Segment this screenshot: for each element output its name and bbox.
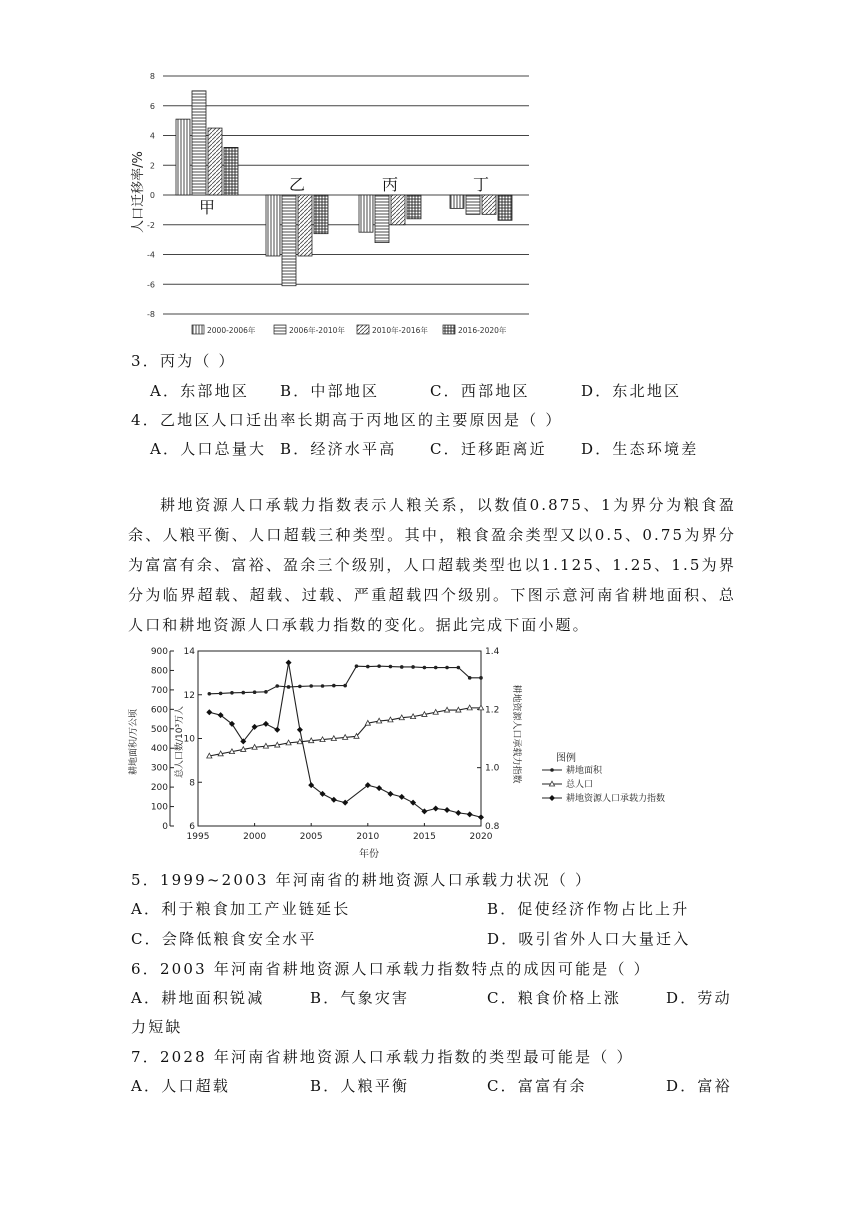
chart2-point-cultivated [219, 692, 223, 696]
chart2-point-cultivated [287, 685, 291, 689]
chart1-bar [282, 195, 296, 286]
q4-stem: 4．乙地区人口迁出率长期高于丙地区的主要原因是（ ） [131, 411, 563, 429]
chart2-x-tick-label: 2005 [299, 832, 323, 842]
chart2-point-cultivated [208, 692, 212, 696]
chart1-bar [391, 195, 405, 225]
chart2-point-cultivated [377, 664, 381, 668]
chart1-group-label: 甲 [198, 198, 216, 217]
chart2-point-index [444, 807, 450, 813]
chart2-point-index [478, 814, 484, 820]
chart2-right-tick-label: 1.4 [485, 647, 500, 657]
q6-stem: 6．2003 年河南省耕地资源人口承载力指数特点的成因可能是（ ） [131, 960, 651, 978]
q6-option-d-wrap: 力短缺 [131, 1018, 183, 1036]
q6-option-a[interactable]: A．耕地面积锐减 [131, 989, 265, 1007]
chart2-legend-label: 耕地资源人口承载力指数 [566, 794, 666, 804]
chart1-bar [298, 195, 312, 256]
chart2-point-index [263, 721, 269, 727]
chart2-point-cultivated [253, 690, 257, 694]
chart1-group-label: 乙 [288, 175, 306, 194]
chart2-point-cultivated [343, 684, 347, 688]
chart2-left1-tick-label: 700 [150, 685, 168, 696]
chart1-ytick-label: 6 [149, 101, 155, 111]
chart2-point-index [455, 810, 461, 816]
chart2-point-cultivated [355, 664, 359, 668]
q6-option-d[interactable]: D．劳动 [666, 989, 732, 1007]
chart2-point-index [433, 806, 439, 812]
chart1-ytick-label: -6 [147, 280, 155, 290]
chart2-left1-tick-label: 300 [150, 763, 168, 774]
chart1-legend-swatch [192, 325, 204, 334]
chart2-left1-tick-label: 600 [150, 705, 168, 716]
chart2-point-cultivated [366, 665, 370, 669]
chart2-point-index [331, 797, 337, 803]
chart1-bar [314, 195, 328, 234]
chart2-right-tick-label: 1.2 [485, 705, 500, 716]
chart1-legend-label: 2006年-2010年 [289, 326, 345, 335]
chart2-point-index [206, 709, 212, 715]
q6-option-c[interactable]: C．粮食价格上涨 [487, 989, 622, 1007]
chart2-legend-title: 图例 [556, 753, 576, 764]
q5-option-d[interactable]: D．吸引省外人口大量迁入 [487, 930, 691, 948]
q3-option-a[interactable]: A．东部地区 [150, 382, 250, 400]
chart2-xlabel: 年份 [359, 849, 379, 860]
chart2-ylabel-left1: 耕地面积/万公顷 [129, 708, 139, 776]
chart2-ylabel-right: 耕地资源人口承载力指数 [511, 684, 521, 784]
chart2-point-index [467, 811, 473, 817]
q5-option-b[interactable]: B．促使经济作物占比上升 [487, 900, 690, 918]
q3-stem: 3．丙为（ ） [131, 352, 236, 370]
chart2-x-tick-label: 2010 [356, 832, 380, 842]
chart2-legend-label: 耕地面积 [566, 766, 603, 776]
chart2-point-cultivated [445, 666, 449, 670]
chart2-left1-tick-label: 0 [162, 822, 168, 832]
chart2-left1-tick-label: 200 [150, 783, 168, 794]
chart2-point-cultivated [457, 666, 461, 670]
passage-text: 耕地资源人口承载力指数表示人粮关系，以数值0.875、1为界分为粮食盈余、人粮平衡、人口超载三种类型。其中，粮食盈余类型又以0.5、0.75为界分为富富有余、富裕、盈余三个级别，人口超载类型也以1.125、1.25、1.5为界分为临界超载、超载、过载、严重超载四个级别。下图示意河南省耕地面积、总人口和耕地资源人口承载力指数的变化。据此完成下面小题。 [128, 496, 736, 634]
chart2-point-cultivated [309, 684, 313, 688]
chart1-legend-swatch [274, 325, 286, 334]
chart2-point-cultivated [434, 666, 438, 670]
q4-option-c[interactable]: C．迁移距离近 [430, 440, 547, 458]
chart2-point-index [399, 794, 405, 800]
chart1-bar [208, 128, 222, 195]
q6-option-b[interactable]: B．气象灾害 [310, 989, 410, 1007]
chart1-bar [482, 195, 496, 214]
chart1-ytick-label: -4 [147, 250, 155, 260]
chart2-x-tick-label: 1995 [186, 832, 210, 842]
q5-option-c[interactable]: C．会降低粮食安全水平 [131, 930, 317, 948]
chart2-left1-tick-label: 400 [150, 744, 168, 755]
chart2-point-cultivated [423, 666, 427, 670]
chart1-ytick-label: -2 [147, 220, 155, 230]
chart1-ytick-label: 4 [149, 131, 155, 141]
q5-option-a[interactable]: A．利于粮食加工产业链延长 [131, 900, 351, 918]
chart1-legend-swatch [357, 325, 369, 334]
chart2-left2-tick-label: 14 [183, 647, 195, 657]
chart2-legend-marker [550, 768, 554, 772]
q5-stem: 5．1999~2003 年河南省的耕地资源人口承载力状况（ ） [131, 871, 593, 889]
chart1-bar [224, 147, 238, 195]
chart2-point-cultivated [468, 676, 472, 680]
chart1-legend-label: 2010年-2016年 [372, 326, 428, 335]
chart2-point-index [274, 727, 280, 733]
q4-option-b[interactable]: B．经济水平高 [280, 440, 397, 458]
q4-option-a[interactable]: A．人口总量大 [150, 440, 267, 458]
chart2-point-cultivated [321, 684, 325, 688]
chart2-point-cultivated [332, 684, 336, 688]
chart2-point-cultivated [275, 684, 279, 688]
chart2-point-index [387, 791, 393, 797]
chart1-legend-label: 2000-2006年 [207, 326, 256, 335]
chart2-left1-tick-label: 100 [150, 802, 168, 813]
q7-option-d[interactable]: D．富裕 [666, 1077, 732, 1095]
chart1-ylabel: 人口迁移率/% [131, 151, 146, 233]
q7-stem: 7．2028 年河南省耕地资源人口承载力指数的类型最可能是（ ） [131, 1048, 634, 1066]
chart2-x-tick-label: 2015 [412, 832, 436, 842]
chart2-point-index [297, 727, 303, 733]
chart2-point-cultivated [389, 665, 393, 669]
migration-rate-chart [120, 60, 540, 345]
chart2-point-cultivated [411, 665, 415, 669]
chart1-bar [192, 91, 206, 195]
q7-option-c[interactable]: C．富富有余 [487, 1077, 587, 1095]
chart2-left2-tick-label: 12 [183, 690, 195, 701]
chart1-ytick-label: 2 [149, 161, 155, 171]
chart1-bar [176, 119, 190, 195]
chart1-bar [450, 195, 464, 208]
q3-option-b[interactable]: B．中部地区 [280, 382, 380, 400]
chart2-left2-tick-label: 10 [183, 734, 195, 745]
henan-line-chart [126, 642, 686, 864]
chart2-point-index [376, 785, 382, 791]
chart2-point-cultivated [264, 690, 268, 694]
chart2-point-index [286, 660, 292, 666]
q3-option-d[interactable]: D．东北地区 [581, 382, 682, 400]
chart1-group-label: 丙 [381, 175, 399, 194]
chart2-left1-tick-label: 800 [150, 666, 168, 677]
chart1-bar [266, 195, 280, 256]
chart1-ytick-label: 0 [149, 191, 155, 200]
chart1-bar [498, 195, 512, 220]
q4-option-d[interactable]: D．生态环境差 [581, 440, 699, 458]
q7-option-a[interactable]: A．人口超载 [131, 1077, 231, 1095]
chart2-point-cultivated [230, 691, 234, 695]
chart2-x-tick-label: 2000 [243, 832, 267, 842]
chart1-legend-label: 2016-2020年 [458, 326, 507, 335]
chart2-x-tick-label: 2020 [469, 832, 493, 842]
chart1-ytick-label: -8 [147, 310, 155, 319]
chart2-right-tick-label: 0.8 [485, 822, 500, 832]
chart2-point-cultivated [400, 665, 404, 669]
chart2-left1-tick-label: 500 [150, 724, 168, 735]
q3-option-c[interactable]: C．西部地区 [430, 382, 530, 400]
chart2-left1-tick-label: 900 [150, 647, 168, 657]
chart2-series-line [209, 666, 481, 694]
chart1-ytick-label: 8 [149, 72, 155, 81]
chart2-right-tick-label: 1.0 [485, 763, 500, 774]
chart1-group-label: 丁 [472, 175, 490, 194]
chart2-point-cultivated [479, 676, 483, 680]
chart1-bar [375, 195, 389, 243]
chart1-bar [359, 195, 373, 232]
chart1-bar [466, 195, 480, 214]
chart1-legend-swatch [443, 325, 455, 334]
chart2-point-cultivated [298, 685, 302, 689]
chart2-left2-tick-label: 8 [189, 778, 195, 789]
chart1-bar [407, 195, 421, 219]
chart2-legend-marker [549, 795, 555, 801]
chart2-left2-tick-label: 6 [189, 822, 195, 832]
q7-option-b[interactable]: B．人粮平衡 [310, 1077, 410, 1095]
chart2-legend-label: 总人口 [566, 780, 594, 790]
chart2-ylabel-left2: 总人口数/10³万人 [175, 705, 185, 779]
chart2-point-cultivated [241, 691, 245, 695]
